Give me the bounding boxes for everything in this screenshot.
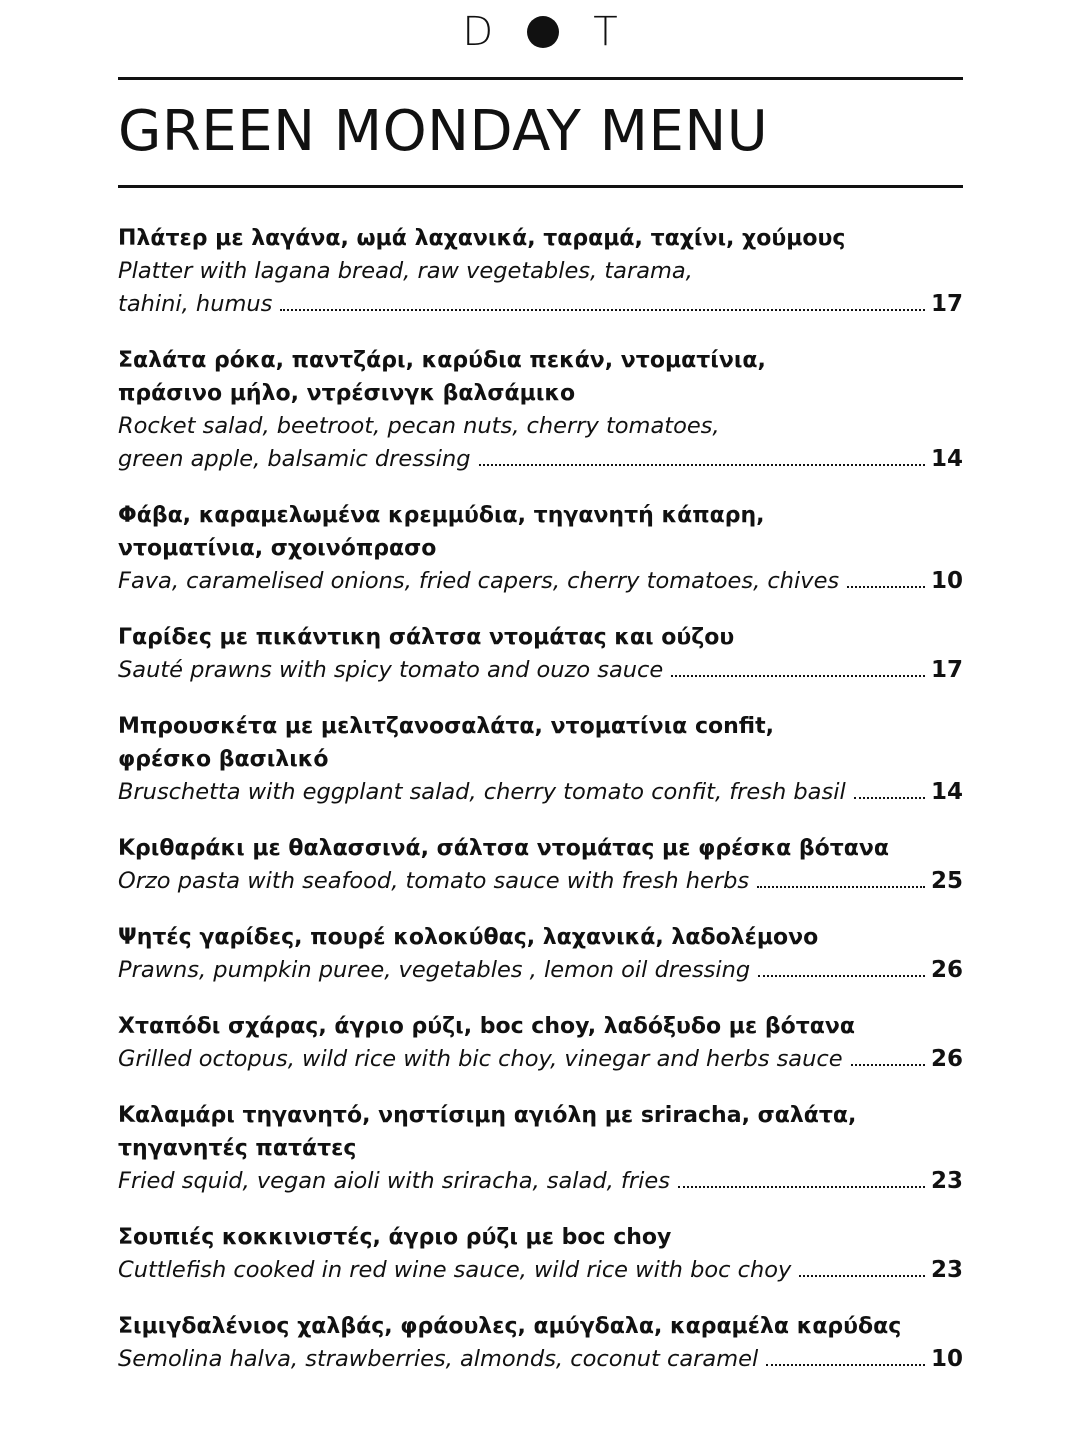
menu-item-greek-name: Μπρουσκέτα με μελιτζανοσαλάτα, ντοματίνια confit,: [118, 714, 774, 739]
menu-item-price: 14: [931, 446, 963, 472]
menu-item: [118, 710, 963, 809]
menu-item-price: 26: [931, 957, 963, 983]
dot-leader: [766, 1364, 925, 1366]
menu-item-price-row: [118, 1165, 963, 1198]
menu-item-price: 10: [931, 568, 963, 594]
menu-item-greek-name: Χταπόδι σχάρας, άγριο ρύζι, boc choy, λαδόξυδο με βότανα: [118, 1014, 855, 1039]
logo-letter-d: D: [462, 9, 494, 55]
menu-item-english-name: Rocket salad, beetroot, pecan nuts, cherry tomatoes,: [118, 413, 720, 439]
page-title: GREEN MONDAY MENU: [118, 99, 769, 164]
logo: [0, 8, 1080, 56]
menu-item-price: 10: [931, 1346, 963, 1372]
menu-item-greek-name: φρέσκο βασιλικό: [118, 747, 329, 772]
menu-item-price: 14: [931, 779, 963, 805]
menu-item-price-row: [118, 654, 963, 687]
menu-item-price: 26: [931, 1046, 963, 1072]
top-divider: [118, 77, 963, 80]
menu-item-english-name: Sauté prawns with spicy tomato and ouzo sauce: [118, 657, 664, 683]
menu-item-greek-name: Σουπιές κοκκινιστές, άγριο ρύζι με boc choy: [118, 1225, 672, 1250]
menu-item: [118, 499, 963, 598]
menu-item-greek-name: πράσινο μήλο, ντρέσινγκ βαλσάμικο: [118, 381, 576, 406]
menu-item-price-row: [118, 565, 963, 598]
logo-letter-t: T: [593, 9, 618, 55]
dot-leader: [671, 675, 925, 677]
menu-item-greek-name: Κριθαράκι με θαλασσινά, σάλτσα ντομάτας με φρέσκα βότανα: [118, 836, 889, 861]
dot-leader: [847, 586, 925, 588]
menu-item-price: 23: [931, 1257, 963, 1283]
menu-item-greek-name: Σαλάτα ρόκα, παντζάρι, καρύδια πεκάν, ντοματίνια,: [118, 348, 766, 373]
menu-item-english-name: green apple, balsamic dressing: [118, 446, 471, 472]
menu-item-greek-name: Ψητές γαρίδες, πουρέ κολοκύθας, λαχανικά, λαδολέμονο: [118, 925, 819, 950]
menu-item: [118, 621, 963, 687]
menu-list: [118, 222, 963, 1399]
menu-item-greek-name: ντοματίνια, σχοινόπρασο: [118, 536, 437, 561]
menu-item-greek-name: Γαρίδες με πικάντικη σάλτσα ντομάτας και ούζου: [118, 625, 735, 650]
menu-item-greek-name: τηγανητές πατάτες: [118, 1136, 357, 1161]
dot-leader: [280, 309, 925, 311]
menu-item-english-name: Fava, caramelised onions, fried capers, cherry tomatoes, chives: [118, 568, 840, 594]
menu-item-greek-name: Καλαμάρι τηγανητό, νηστίσιμη αγιόλη με sriracha, σαλάτα,: [118, 1103, 857, 1128]
menu-item-price: 17: [931, 291, 963, 317]
dot-leader: [799, 1275, 925, 1277]
dot-leader: [758, 975, 925, 977]
menu-item-price-row: [118, 443, 963, 476]
menu-item-price: 17: [931, 657, 963, 683]
menu-item-greek-name: Πλάτερ με λαγάνα, ωμά λαχανικά, ταραμά, ταχίνι, χούμους: [118, 226, 846, 251]
menu-item: [118, 921, 963, 987]
dot-leader: [854, 797, 925, 799]
menu-item-price: 23: [931, 1168, 963, 1194]
menu-item-price-row: [118, 1343, 963, 1376]
menu-item: [118, 832, 963, 898]
menu-item: [118, 1010, 963, 1076]
menu-item: [118, 1221, 963, 1287]
menu-item: [118, 1099, 963, 1198]
menu-item-english-name: Fried squid, vegan aioli with sriracha, salad, fries: [118, 1168, 670, 1194]
menu-item-price-row: [118, 776, 963, 809]
menu-item-price-row: [118, 1254, 963, 1287]
menu-item-english-name: Cuttlefish cooked in red wine sauce, wild rice with boc choy: [118, 1257, 792, 1283]
menu-item-price: 25: [931, 868, 963, 894]
menu-item-english-name: tahini, humus: [118, 291, 273, 317]
logo-dot-icon: [527, 16, 559, 48]
menu-item-english-name: Grilled octopus, wild rice with bic choy, vinegar and herbs sauce: [118, 1046, 843, 1072]
title-divider: [118, 185, 963, 188]
menu-item: [118, 222, 963, 321]
dot-leader: [757, 886, 925, 888]
menu-item-greek-name: Φάβα, καραμελωμένα κρεμμύδια, τηγανητή κάπαρη,: [118, 503, 765, 528]
menu-item-english-name: Bruschetta with eggplant salad, cherry tomato confit, fresh basil: [118, 779, 846, 805]
menu-item-english-name: Platter with lagana bread, raw vegetables, tarama,: [118, 258, 693, 284]
menu-item-price-row: [118, 288, 963, 321]
menu-item: [118, 1310, 963, 1376]
menu-item-price-row: [118, 865, 963, 898]
menu-item-greek-name: Σιμιγδαλένιος χαλβάς, φράουλες, αμύγδαλα, καραμέλα καρύδας: [118, 1314, 902, 1339]
menu-item-english-name: Semolina halva, strawberries, almonds, coconut caramel: [118, 1346, 759, 1372]
menu-item-price-row: [118, 954, 963, 987]
menu-item-english-name: Prawns, pumpkin puree, vegetables , lemon oil dressing: [118, 957, 751, 983]
dot-leader: [479, 464, 925, 466]
dot-leader: [851, 1064, 925, 1066]
menu-item-english-name: Orzo pasta with seafood, tomato sauce with fresh herbs: [118, 868, 750, 894]
menu-item: [118, 344, 963, 476]
menu-item-price-row: [118, 1043, 963, 1076]
dot-leader: [678, 1186, 925, 1188]
